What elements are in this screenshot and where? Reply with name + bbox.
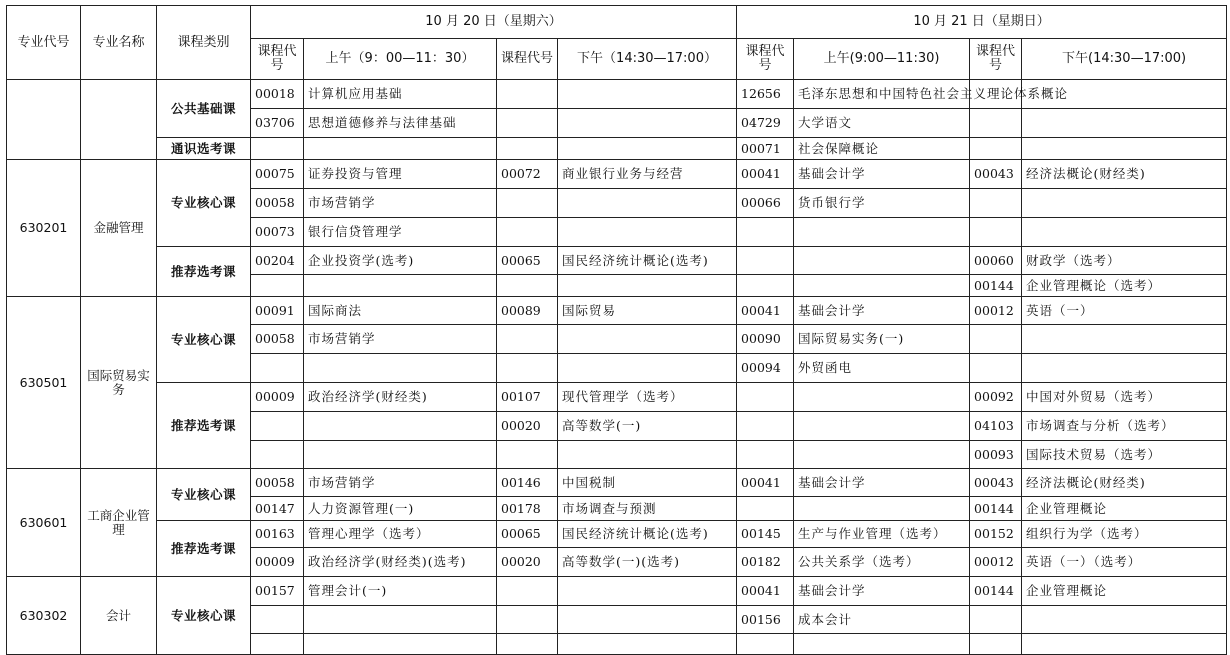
course-name-cell: 高等数学(一)(选考) xyxy=(558,548,737,577)
course-code-cell: 00066 xyxy=(737,189,794,218)
course-name-cell: 毛泽东思想和中国特色社会主义理论体系概论 xyxy=(794,80,970,109)
header-major-code: 专业代号 xyxy=(7,6,81,80)
course-code-cell: 00041 xyxy=(737,297,794,325)
course-code-cell: 00145 xyxy=(737,521,794,548)
course-code-cell: 00156 xyxy=(737,606,794,634)
course-name-cell: 高等数学(一) xyxy=(558,412,737,441)
course-code-cell xyxy=(737,497,794,521)
major-name-cell: 会计 xyxy=(81,577,157,655)
course-name-cell: 国民经济统计概论(选考) xyxy=(558,521,737,548)
course-name-cell: 国际贸易实务(一) xyxy=(794,325,970,354)
course-code-cell: 00043 xyxy=(970,469,1022,497)
header-course-code-4: 课程代号 xyxy=(970,39,1022,80)
course-name-cell xyxy=(1022,325,1227,354)
course-code-cell: 00146 xyxy=(497,469,558,497)
course-name-cell xyxy=(794,497,970,521)
course-name-cell xyxy=(1022,634,1227,655)
course-name-cell xyxy=(304,634,497,655)
major-code-cell: 630501 xyxy=(7,297,81,469)
course-code-cell: 00094 xyxy=(737,354,794,383)
course-code-cell: 00090 xyxy=(737,325,794,354)
course-code-cell: 00073 xyxy=(251,218,304,247)
header-day1: 10 月 20 日（星期六） xyxy=(251,6,737,39)
course-name-cell xyxy=(304,606,497,634)
course-code-cell: 00178 xyxy=(497,497,558,521)
major-name-cell: 金融管理 xyxy=(81,160,157,297)
course-category-cell: 推荐选考课 xyxy=(157,383,251,469)
course-name-cell: 银行信贷管理学 xyxy=(304,218,497,247)
course-code-cell: 00041 xyxy=(737,469,794,497)
major-name-cell: 国际贸易实务 xyxy=(81,297,157,469)
course-name-cell xyxy=(794,383,970,412)
course-code-cell xyxy=(497,218,558,247)
header-d1-am: 上午（9：00—11：30） xyxy=(304,39,497,80)
table-row xyxy=(7,383,1227,412)
exam-schedule-table xyxy=(6,5,1227,655)
course-name-cell xyxy=(794,634,970,655)
course-code-cell xyxy=(497,325,558,354)
table-row xyxy=(7,160,1227,189)
course-name-cell: 企业管理概论（选考） xyxy=(1022,275,1227,297)
course-name-cell: 经济法概论(财经类) xyxy=(1022,469,1227,497)
course-code-cell: 00041 xyxy=(737,577,794,606)
course-code-cell: 00075 xyxy=(251,160,304,189)
course-code-cell: 00020 xyxy=(497,548,558,577)
header-d1-pm: 下午（14:30—17:00） xyxy=(558,39,737,80)
major-name-cell: 工商企业管理 xyxy=(81,469,157,577)
course-code-cell xyxy=(251,354,304,383)
course-code-cell xyxy=(737,634,794,655)
course-name-cell: 商业银行业务与经营 xyxy=(558,160,737,189)
course-name-cell: 企业管理概论 xyxy=(1022,577,1227,606)
course-name-cell: 社会保障概论 xyxy=(794,138,970,160)
course-code-cell: 00060 xyxy=(970,247,1022,275)
course-name-cell xyxy=(1022,138,1227,160)
course-code-cell: 00152 xyxy=(970,521,1022,548)
course-name-cell xyxy=(558,275,737,297)
course-name-cell: 计算机应用基础 xyxy=(304,80,497,109)
course-name-cell xyxy=(1022,109,1227,138)
course-code-cell xyxy=(251,138,304,160)
course-name-cell: 政治经济学(财经类)(选考) xyxy=(304,548,497,577)
course-name-cell: 管理会计(一) xyxy=(304,577,497,606)
course-code-cell xyxy=(970,606,1022,634)
course-code-cell xyxy=(737,247,794,275)
course-code-cell xyxy=(737,275,794,297)
course-name-cell xyxy=(794,218,970,247)
course-code-cell xyxy=(970,634,1022,655)
major-code-cell: 630601 xyxy=(7,469,81,577)
course-category-cell: 专业核心课 xyxy=(157,469,251,521)
course-code-cell xyxy=(970,325,1022,354)
major-code-cell: 630302 xyxy=(7,577,81,655)
course-name-cell: 市场营销学 xyxy=(304,325,497,354)
course-name-cell: 货币银行学 xyxy=(794,189,970,218)
course-name-cell: 大学语文 xyxy=(794,109,970,138)
course-code-cell: 00144 xyxy=(970,275,1022,297)
course-name-cell xyxy=(794,441,970,469)
course-code-cell: 00147 xyxy=(251,497,304,521)
course-name-cell: 国民经济统计概论(选考) xyxy=(558,247,737,275)
course-name-cell xyxy=(558,80,737,109)
major-name-cell xyxy=(81,80,157,160)
course-name-cell: 经济法概论(财经类) xyxy=(1022,160,1227,189)
course-name-cell: 基础会计学 xyxy=(794,297,970,325)
course-code-cell xyxy=(737,441,794,469)
course-code-cell: 00018 xyxy=(251,80,304,109)
header-day2: 10 月 21 日（星期日） xyxy=(737,6,1227,39)
course-name-cell xyxy=(304,138,497,160)
course-code-cell: 00144 xyxy=(970,577,1022,606)
course-name-cell: 英语（一）（选考） xyxy=(1022,548,1227,577)
course-code-cell xyxy=(497,138,558,160)
course-code-cell xyxy=(737,218,794,247)
course-name-cell xyxy=(558,109,737,138)
course-name-cell xyxy=(304,354,497,383)
course-name-cell: 英语（一） xyxy=(1022,297,1227,325)
course-code-cell: 00157 xyxy=(251,577,304,606)
course-code-cell: 00012 xyxy=(970,548,1022,577)
course-code-cell: 00020 xyxy=(497,412,558,441)
course-name-cell: 国际贸易 xyxy=(558,297,737,325)
course-name-cell: 国际技术贸易（选考） xyxy=(1022,441,1227,469)
header-course-category: 课程类别 xyxy=(157,6,251,80)
course-code-cell xyxy=(497,606,558,634)
course-code-cell: 00058 xyxy=(251,325,304,354)
course-category-cell: 专业核心课 xyxy=(157,297,251,383)
course-code-cell: 00107 xyxy=(497,383,558,412)
course-name-cell xyxy=(1022,218,1227,247)
table-row xyxy=(7,297,1227,325)
course-code-cell xyxy=(737,412,794,441)
table-row xyxy=(7,577,1227,606)
course-code-cell: 00065 xyxy=(497,521,558,548)
course-name-cell xyxy=(558,441,737,469)
course-category-cell: 推荐选考课 xyxy=(157,247,251,297)
course-code-cell: 03706 xyxy=(251,109,304,138)
course-code-cell: 00009 xyxy=(251,548,304,577)
course-name-cell: 思想道德修养与法律基础 xyxy=(304,109,497,138)
course-code-cell: 00058 xyxy=(251,189,304,218)
course-code-cell xyxy=(970,218,1022,247)
course-code-cell xyxy=(251,634,304,655)
course-name-cell xyxy=(558,634,737,655)
course-name-cell xyxy=(558,325,737,354)
course-name-cell: 中国税制 xyxy=(558,469,737,497)
course-name-cell xyxy=(558,138,737,160)
course-code-cell xyxy=(497,577,558,606)
course-code-cell: 04729 xyxy=(737,109,794,138)
course-code-cell: 00182 xyxy=(737,548,794,577)
course-code-cell: 00009 xyxy=(251,383,304,412)
course-code-cell xyxy=(970,189,1022,218)
course-code-cell: 00071 xyxy=(737,138,794,160)
course-name-cell xyxy=(558,354,737,383)
course-name-cell: 基础会计学 xyxy=(794,160,970,189)
course-code-cell xyxy=(737,383,794,412)
course-category-cell: 公共基础课 xyxy=(157,80,251,138)
course-code-cell xyxy=(497,634,558,655)
course-code-cell xyxy=(970,354,1022,383)
course-name-cell: 财政学（选考） xyxy=(1022,247,1227,275)
course-code-cell xyxy=(970,109,1022,138)
course-name-cell: 现代管理学（选考） xyxy=(558,383,737,412)
course-name-cell: 政治经济学(财经类) xyxy=(304,383,497,412)
course-name-cell xyxy=(794,247,970,275)
major-code-cell: 630201 xyxy=(7,160,81,297)
course-code-cell: 00043 xyxy=(970,160,1022,189)
course-name-cell: 基础会计学 xyxy=(794,577,970,606)
course-code-cell: 00041 xyxy=(737,160,794,189)
course-name-cell xyxy=(558,189,737,218)
course-name-cell xyxy=(558,606,737,634)
course-code-cell: 00012 xyxy=(970,297,1022,325)
course-code-cell: 00093 xyxy=(970,441,1022,469)
course-code-cell: 00092 xyxy=(970,383,1022,412)
course-code-cell xyxy=(251,606,304,634)
table-row xyxy=(7,469,1227,497)
course-name-cell xyxy=(794,275,970,297)
course-name-cell: 市场营销学 xyxy=(304,469,497,497)
major-code-cell xyxy=(7,80,81,160)
course-code-cell: 00072 xyxy=(497,160,558,189)
course-code-cell xyxy=(497,441,558,469)
course-name-cell: 企业管理概论 xyxy=(1022,497,1227,521)
course-name-cell: 证券投资与管理 xyxy=(304,160,497,189)
course-code-cell xyxy=(497,109,558,138)
course-code-cell: 00204 xyxy=(251,247,304,275)
course-name-cell: 人力资源管理(一) xyxy=(304,497,497,521)
course-name-cell: 市场调查与预测 xyxy=(558,497,737,521)
course-name-cell: 组织行为学（选考） xyxy=(1022,521,1227,548)
course-code-cell xyxy=(497,275,558,297)
course-name-cell: 管理心理学（选考） xyxy=(304,521,497,548)
course-code-cell xyxy=(251,441,304,469)
header-d2-am: 上午(9:00—11:30) xyxy=(794,39,970,80)
course-name-cell: 生产与作业管理（选考） xyxy=(794,521,970,548)
table-row xyxy=(7,247,1227,275)
course-name-cell: 企业投资学(选考) xyxy=(304,247,497,275)
course-name-cell xyxy=(304,412,497,441)
header-course-code-2: 课程代号 xyxy=(497,39,558,80)
course-name-cell xyxy=(1022,354,1227,383)
header-major-name: 专业名称 xyxy=(81,6,157,80)
course-category-cell: 专业核心课 xyxy=(157,577,251,655)
course-name-cell: 外贸函电 xyxy=(794,354,970,383)
header-d2-pm: 下午(14:30—17:00) xyxy=(1022,39,1227,80)
course-code-cell xyxy=(251,275,304,297)
course-code-cell: 00065 xyxy=(497,247,558,275)
course-name-cell: 成本会计 xyxy=(794,606,970,634)
header-course-code-3: 课程代号 xyxy=(737,39,794,80)
course-category-cell: 推荐选考课 xyxy=(157,521,251,577)
course-category-cell: 专业核心课 xyxy=(157,160,251,247)
course-name-cell: 公共关系学（选考） xyxy=(794,548,970,577)
course-code-cell: 00144 xyxy=(970,497,1022,521)
course-code-cell: 00058 xyxy=(251,469,304,497)
course-name-cell xyxy=(304,441,497,469)
course-name-cell: 基础会计学 xyxy=(794,469,970,497)
course-name-cell xyxy=(1022,606,1227,634)
course-code-cell: 00091 xyxy=(251,297,304,325)
table-row xyxy=(7,521,1227,548)
course-code-cell xyxy=(251,412,304,441)
course-code-cell: 04103 xyxy=(970,412,1022,441)
course-code-cell: 12656 xyxy=(737,80,794,109)
course-name-cell: 中国对外贸易（选考） xyxy=(1022,383,1227,412)
course-code-cell: 00089 xyxy=(497,297,558,325)
table-row xyxy=(7,138,1227,160)
course-name-cell xyxy=(304,275,497,297)
course-code-cell xyxy=(497,80,558,109)
header-row-1 xyxy=(7,6,1227,39)
header-course-code-1: 课程代号 xyxy=(251,39,304,80)
course-name-cell: 市场调查与分析（选考） xyxy=(1022,412,1227,441)
course-code-cell: 00163 xyxy=(251,521,304,548)
course-name-cell xyxy=(558,218,737,247)
course-name-cell: 国际商法 xyxy=(304,297,497,325)
course-name-cell xyxy=(558,577,737,606)
course-name-cell xyxy=(1022,189,1227,218)
course-category-cell: 通识选考课 xyxy=(157,138,251,160)
course-code-cell xyxy=(970,138,1022,160)
course-code-cell xyxy=(497,189,558,218)
course-code-cell xyxy=(497,354,558,383)
table-row xyxy=(7,80,1227,109)
course-name-cell xyxy=(794,412,970,441)
course-name-cell: 市场营销学 xyxy=(304,189,497,218)
